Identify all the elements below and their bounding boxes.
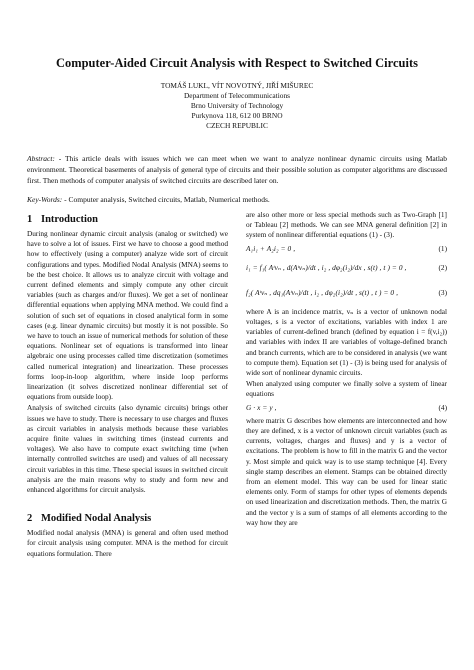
equation-2 (246, 257, 447, 279)
section-heading-mna (27, 512, 228, 526)
keywords (27, 194, 447, 205)
left-column (27, 210, 228, 559)
keywords-text: - Computer analysis, Switched circuits, Matlab, Numerical methods. (62, 195, 270, 204)
equation-number: (4) (438, 402, 447, 412)
section-title: Introduction (41, 214, 98, 225)
affiliation-line: CZECH REPUBLIC (206, 120, 268, 130)
body-paragraph: During nonlinear dynamic circuit analysis (analog or switched) we have to solve a lot of issues. First we have to choose a good method how to effectively (using a computer) analyze wide sort of circuit configurations and types. Modified Nodal Analysis (MNA) seems to be the best choice. It allows us to analyze circuit with voltage and current defined elements and simply compute any other circuit variables (such as charges and/or fluxes). We get a set of nonlinear differential equations when applying MNA method. We could find a solution of such set of equations in closed analytical form in some cases (e.g. linear dynamic circuits) but mostly it is not possible. So we have to touch an issue of numerical methods for solution of these equations. Nonlinear set of equations is transformed into linear algebraic one using processes called time discretization (sometimes called numerical integration) and linearization. These processes forms loop-in-loop algorithm, where inside loop performs linearization (it solves discretized nonlinear differential set of equations from outside loop). (27, 229, 228, 402)
equation-3 (246, 282, 447, 304)
abstract-text: - This article deals with issues which we can meet when we want to analyze nonlinear dynamic circuits using Matlab environment. Theoretical basements of analysis of general type of circuits and their possible solution as computer algorithms are discussed first. Then methods of computer analysis of switched circuits are described later on. (27, 154, 447, 185)
affiliation-line: Purkynova 118, 612 00 BRNO (191, 110, 283, 120)
equation-number: (1) (438, 243, 447, 253)
body-paragraph: are also other more or less special methods such as Two-Graph [1] or Tableau [2] methods. We can see MNA general definition [2] in system of nonlinear differential equations (1) - (3). (246, 210, 447, 240)
equation-body: f₂( Aᵗvₙ , dq₁(Aᵗvₙ)/dt , i₂ , dφ₂(i₂)/dt , s(t) , t ) = 0 , (246, 287, 398, 297)
right-column (246, 210, 447, 528)
equation-1 (246, 244, 447, 254)
section-heading-introduction (27, 213, 228, 227)
abstract-label: Abstract: (27, 154, 55, 163)
equation-4 (246, 403, 447, 413)
abstract (27, 153, 447, 186)
section-title: Modified Nodal Analysis (41, 513, 152, 525)
equation-body: G · x = y , (246, 402, 277, 412)
equation-body: i₁ = f₁( Aᵗvₙ , d(Aᵗvₙ)/dt , i₂ , dφ₂(i₂)/dx , s(t) , t ) = 0 , (246, 262, 407, 272)
section-number: 2 (27, 513, 33, 525)
body-paragraph: Analysis of switched circuits (also dynamic circuits) brings other issues we have to study. There is necessary to use charges and fluxes as circuit variables in analysis methods because these variables acquire finite values in switching times (instead currents and voltages). We also have to compute exact switching time (when internally controlled switches are used) and values of all necessary circuit variables in this time. These special issues in switched circuit analysis are the main reasons why to study and form new and enhanced algorithms for circuit analysis. (27, 403, 228, 495)
author-block (0, 81, 474, 131)
body-paragraph: where A is an incidence matrix, vₙ is a vector of unknown nodal voltages, s is a vector of excitations, variables with index 1 are variables of current-defined branch (defined by equation i = f(v,i₂)) and variables with index II are variables of voltage-defined branch and branch currents, which are to be considered in analysis (we want to compute them). Equation set (1) - (3) is being used for analysis of wide sort of nonlinear dynamic circuits. (246, 306, 447, 378)
author-names: TOMÁŠ LUKL, VÍT NOVOTNÝ, JIŘÍ MIŠUREC (160, 81, 314, 90)
keywords-label: Key-Words: (27, 195, 63, 204)
affiliation-line: Brno University of Technology (190, 100, 284, 110)
equation-number: (2) (438, 262, 447, 272)
equation-number: (3) (438, 287, 447, 297)
body-paragraph: When analyzed using computer we finally solve a system of linear equations (246, 379, 447, 399)
body-paragraph: where matrix G describes how elements are interconnected and how they are defined, x is a vector of unknown circuit variables (such as currents, voltages, charges and fluxes) and y is a vector of excitations. The problem is how to fill in the matrix G and the vector y. Most simple and quick way is to use stamp technique [4]. Every single stamp describes an element. Stamps can be obtained directly from an element model. This way can be used for linear static elements only. Form of stamps for other types of elements depends on used linearization and discretization methods. Then, the matrix G and the vector y is a sum of stamps of all elements according to the way how they are (246, 415, 447, 527)
body-paragraph: Modified nodal analysis (MNA) is general and often used method for circuit analysis using computer. MNA is the method for circuit equations formulation. There (27, 528, 228, 558)
equation-body: A₁i₁ + A₂i₂ = 0 , (246, 243, 296, 253)
affiliation-line: Department of Telecommunications (183, 90, 291, 100)
paper-title: Computer-Aided Circuit Analysis with Respect to Switched Circuits (56, 56, 418, 70)
section-number: 1 (27, 214, 33, 225)
